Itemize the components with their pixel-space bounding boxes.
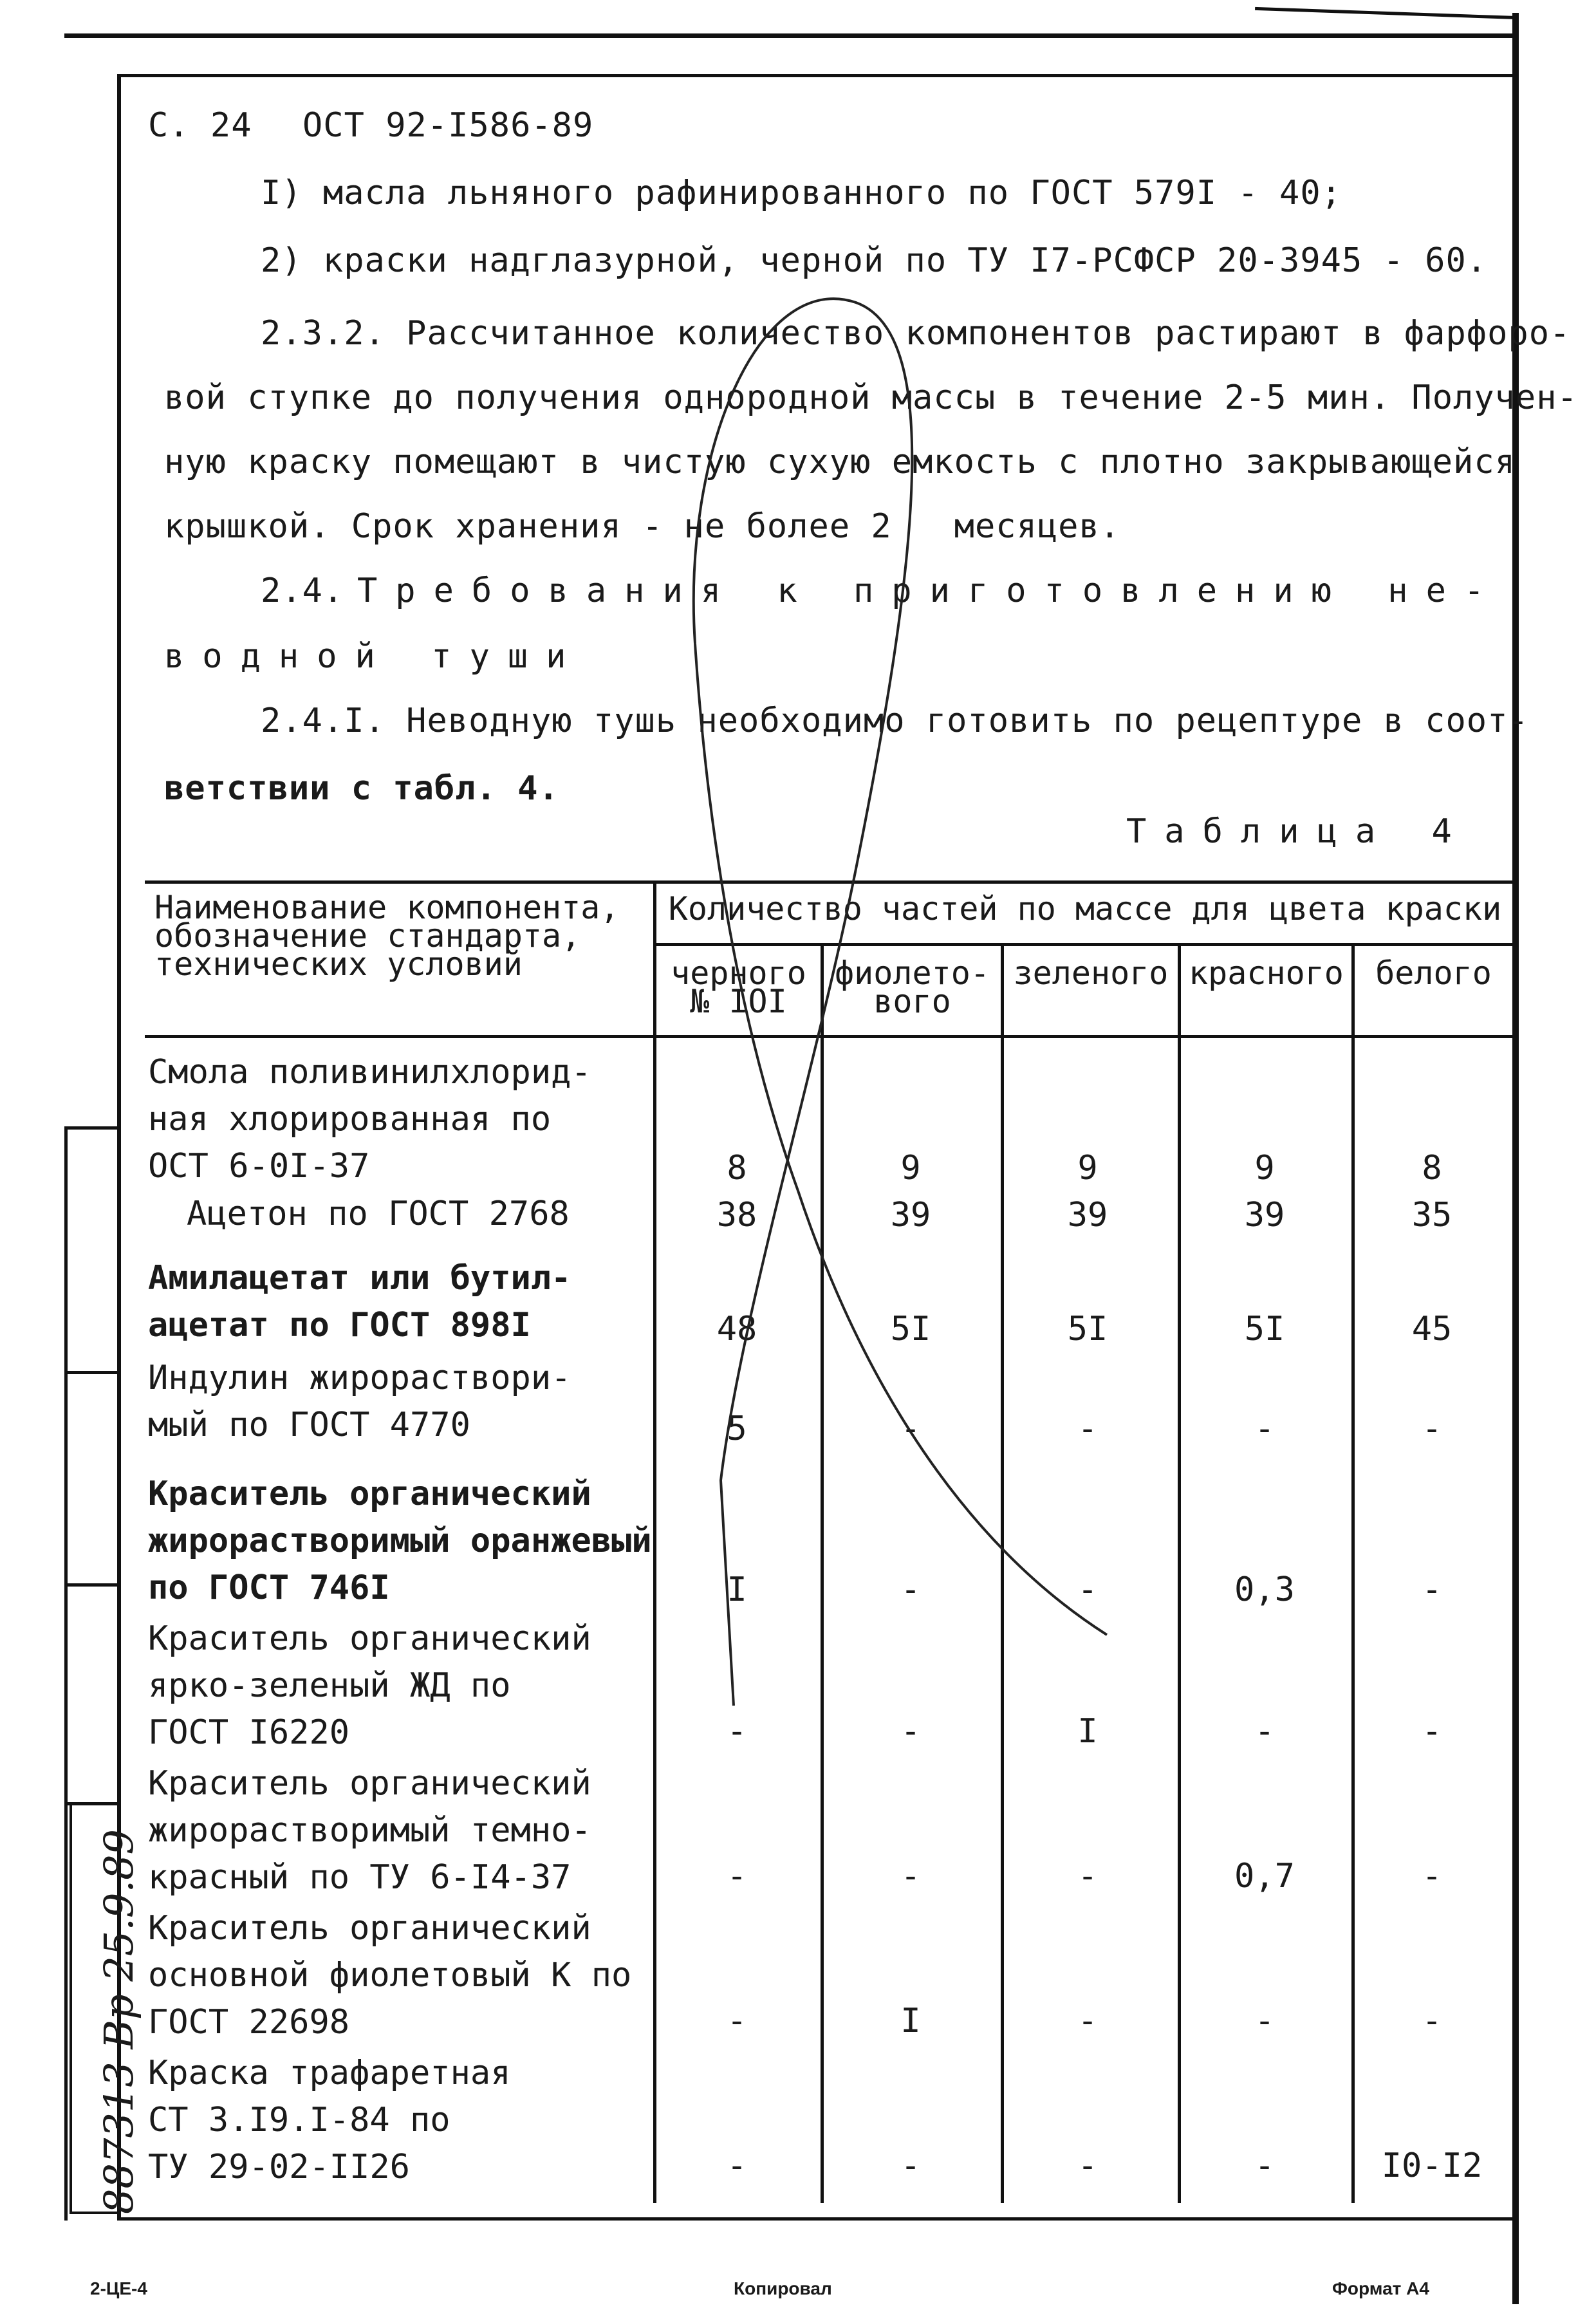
paragraph-2-3-2-line-1: 2.3.2. Рассчитанное количество компонентов растирают в фарфоро- [261, 314, 1571, 353]
cell-value: - [1254, 1712, 1275, 1751]
cell-value: - [727, 2147, 747, 2185]
row-name: Амилацетат или бутил- ацетат по ГОСТ 898I [148, 1259, 571, 1345]
cell-value: 0,3 [1234, 1570, 1295, 1609]
footer-left-code: 2-ЦЕ-4 [90, 2278, 147, 2298]
row-name: Краска трафаретная СТ 3.I9.I-84 по ТУ 29-02-II26 [148, 2054, 511, 2186]
paragraph-2-3-2-line-2: вой ступке до получения однородной массы в течение 2-5 мин. Получен- [164, 378, 1578, 417]
cell-value: 9 [900, 1149, 921, 1187]
paragraph-2-4-1-line-1: 2.4.I. Неводную тушь необходимо готовить по рецептуре в соот- [261, 702, 1529, 740]
paragraph-2-3-2-line-4: крышкой. Срок хранения - не более 2 месяцев. [164, 507, 1121, 546]
cell-value: - [1077, 1410, 1098, 1448]
stamp-text: 887313 Вр 25.9.89 [95, 1829, 142, 2214]
footer-format: Формат А4 [1332, 2278, 1429, 2298]
list-item-1: I) масла льняного рафинированного по ГОСТ 579I - 40; [261, 174, 1342, 212]
section-2-4-title-line-2: водной туши [164, 637, 584, 676]
cell-value: I [900, 2002, 921, 2040]
cell-value: 39 [1244, 1196, 1285, 1234]
cell-value: 45 [1411, 1310, 1452, 1348]
cell-value: - [1077, 2147, 1098, 2185]
list-item-2: 2) краски надглазурной, черной по ТУ I7-РСФСР 20-3945 - 60. [261, 241, 1488, 280]
cell-value: - [900, 1857, 921, 1895]
column-header-green: зеленого [1013, 955, 1169, 992]
cell-value: - [1422, 2002, 1442, 2040]
table-header-quantity: Количество частей по массе для цвета краски [668, 890, 1502, 927]
cell-value: - [900, 1712, 921, 1751]
section-2-4-number: 2.4. [261, 572, 344, 610]
cell-value: - [1077, 1857, 1098, 1895]
cell-value: 39 [1067, 1196, 1108, 1234]
cell-value: - [1422, 1570, 1442, 1609]
cell-value: 48 [716, 1310, 757, 1348]
cell-value: I0-I2 [1381, 2147, 1483, 2185]
cell-value: 5I [1067, 1310, 1108, 1348]
table-header-name: Наименование компонента, обозначение стандарта, технических условий [154, 889, 620, 983]
cell-value: 39 [890, 1196, 931, 1234]
cell-value: 9 [1254, 1149, 1275, 1187]
cell-value: - [1422, 1857, 1442, 1895]
cell-value: - [1077, 2002, 1098, 2040]
cell-value: - [1422, 1712, 1442, 1751]
footer-copied: Копировал [734, 2278, 832, 2298]
cell-value: - [1254, 1410, 1275, 1448]
row-name: Смола поливинилхлорид- ная хлорированная по ОСТ 6-0I-37 [148, 1053, 591, 1186]
cell-value: I [727, 1570, 747, 1609]
column-header-white: белого [1375, 955, 1492, 992]
cell-value: 35 [1411, 1196, 1452, 1234]
cell-value: 9 [1077, 1149, 1098, 1187]
cell-value: - [1254, 2002, 1275, 2040]
row-name: Индулин жирораствори- мый по ГОСТ 4770 [148, 1359, 571, 1444]
cell-value: 5 [727, 1410, 747, 1448]
cell-value: - [900, 2147, 921, 2185]
page-number: С. 24 [148, 106, 252, 145]
cell-value: - [727, 2002, 747, 2040]
cell-value: - [727, 1857, 747, 1895]
cell-value: 8 [727, 1149, 747, 1187]
cell-value: - [1077, 1570, 1098, 1609]
cell-value: 5I [1244, 1310, 1285, 1348]
cell-value: 8 [1422, 1149, 1442, 1187]
paragraph-2-3-2-line-3: ную краску помещают в чистую сухую емкость с плотно закрывающейся [164, 443, 1516, 481]
cell-value: - [727, 1712, 747, 1751]
cell-value: 38 [716, 1196, 757, 1234]
column-header-red: красного [1189, 955, 1344, 992]
row-name: Краситель органический ярко-зеленый ЖД по ГОСТ I6220 [148, 1619, 591, 1752]
cell-value: - [900, 1410, 921, 1448]
cell-value: I [1077, 1712, 1098, 1751]
column-header-violet: фиолето- вого [835, 955, 990, 1020]
cell-value: - [900, 1570, 921, 1609]
cell-value: - [1254, 2147, 1275, 2185]
row-name: Ацетон по ГОСТ 2768 [187, 1195, 570, 1233]
table-caption: Таблица 4 [1126, 812, 1470, 851]
standard-code: ОСТ 92-I586-89 [302, 106, 594, 145]
row-name: Краситель органический основной фиолетовый К по ГОСТ 22698 [148, 1909, 632, 2042]
paragraph-2-4-1-line-2: ветствии с табл. 4. [164, 769, 559, 808]
section-2-4-title-line-1: Требования к приготовлению не- [357, 572, 1503, 610]
column-header-black: черного № IOI [671, 955, 806, 1020]
cell-value: 0,7 [1234, 1857, 1295, 1895]
row-name: Краситель органический жирорастворимый оранжевый по ГОСТ 746I [148, 1475, 652, 1607]
cell-value: 5I [890, 1310, 931, 1348]
cell-value: - [1422, 1410, 1442, 1448]
row-name: Краситель органический жирорастворимый темно- красный по ТУ 6-I4-37 [148, 1764, 591, 1897]
